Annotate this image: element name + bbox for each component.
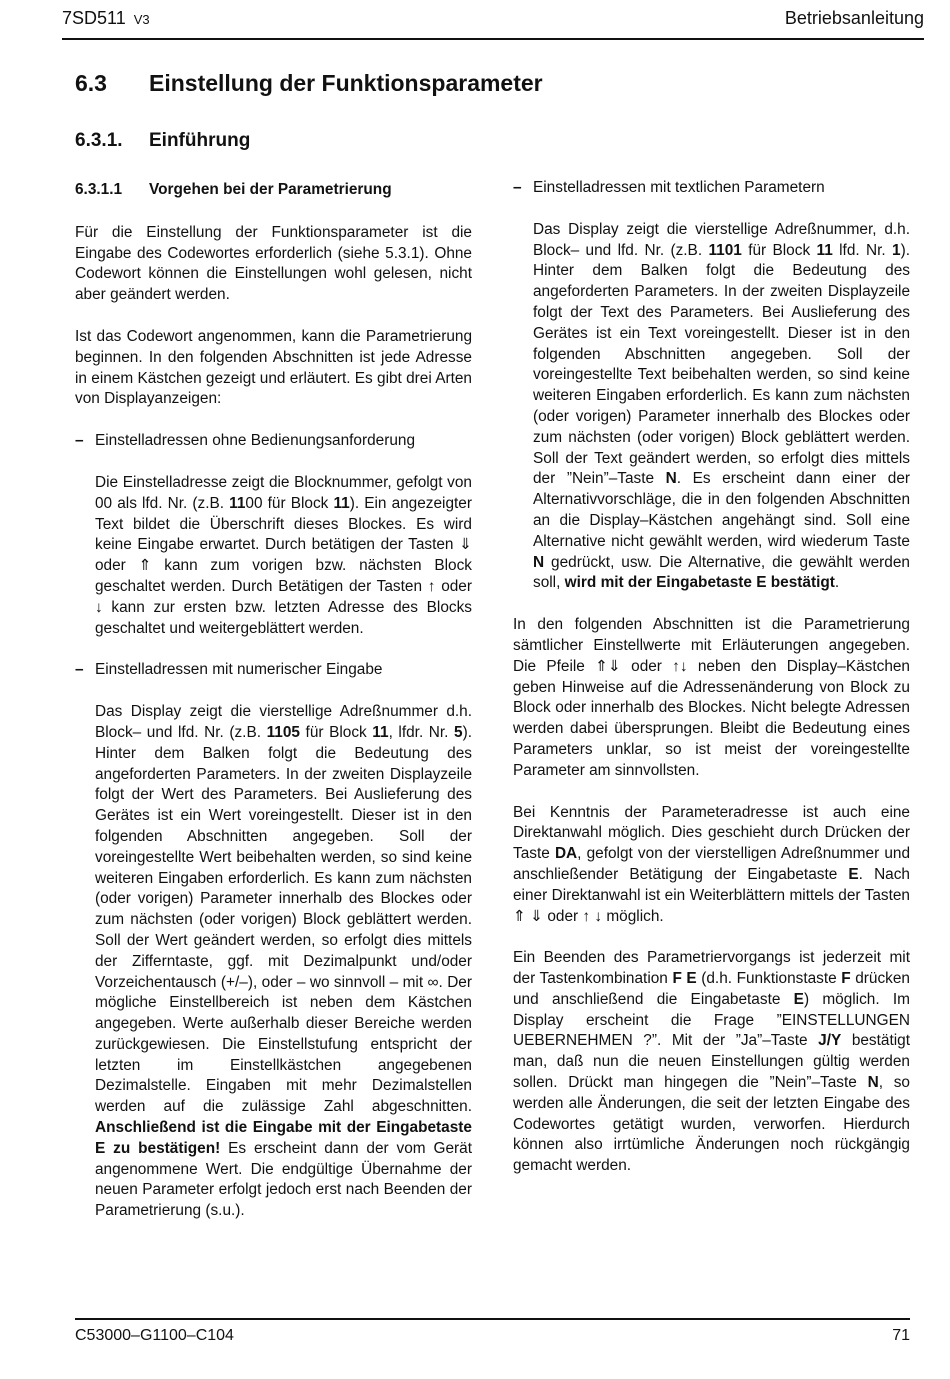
page-number: 71: [892, 1327, 910, 1344]
subsubsection-number: 6.3.1.1: [75, 181, 123, 198]
paragraph-blocknummer: Die Einstelladresse zeigt die Blocknummer, gefolgt von 00 als lfd. Nr. (z.B. 1100 für Block 11). Ein angezeigter Text bildet die Überschrift dieses Blockes. Es wird keine Eingabe erwartet. Durch betätigen der Tasten ⇓ oder ⇑ kann zum vorigen bzw. nächsten Block geschaltet werden. Durch Betätigen der Tasten ↑ oder ↓ kann zur ersten bzw. letzten Adresse des Blocks geschaltet und weitergeblättert werden.: [95, 473, 472, 637]
header-doc-id: [62, 8, 150, 29]
bullet-textliche-parameter: [513, 178, 910, 199]
section-heading: [75, 70, 543, 97]
subsection-title: Einführung: [149, 130, 251, 151]
subsection-heading: [75, 130, 250, 152]
subsection-number: 6.3.1.: [75, 130, 123, 151]
paragraph-beenden: Ein Beenden des Parametriervorgangs ist jederzeit mit der Tastenkombination F E (d.h. Funktionstaste F drücken und anschließend die Eingabetaste E) möglich. Im Display erscheint die Frage ”EINSTELLUNGEN UEBERNEHMEN ?”. Mit der ”Ja”–Taste J/Y bestätigt man, daß nun die neuen Einstellungen gültig werden sollen. Drückt man hingegen die ”Nein”–Taste N, so werden alle Änderungen, die seit der letzten Eingabe des Codewortes getätigt wurden, verworfen. Hierdurch können also irrtümliche Änderungen noch rückgängig gemacht werden.: [513, 949, 910, 1175]
bullet-label: Einstelladressen mit numerischer Eingabe: [95, 661, 383, 679]
right-column: [513, 178, 910, 1198]
subsubsection-title: Vorgehen bei der Parametrierung: [149, 181, 392, 198]
version: V3: [133, 12, 150, 27]
paragraph-pfeile: In den folgenden Abschnitten ist die Parametrierung sämtlicher Einstellwerte mit Erläuterungen angegeben. Die Pfeile ⇑⇓ oder ↑↓ neben den Display–Kästchen geben Hinweise auf die Adressenänderung von Block zu Block oder innerhalb des Blockes. Nicht belegte Adressen werden dabei übersprungen. Bleibt die Bedeutung eines Parameters unklar, so ist meist der voreingestellte Parameter am sinnvollsten.: [513, 616, 910, 779]
bullet-dash: –: [75, 432, 84, 450]
bullet-label: Einstelladressen ohne Bedienungsanforderung: [95, 432, 416, 450]
doc-id: 7SD511: [62, 8, 126, 28]
paragraph-direktanwahl: Bei Kenntnis der Parameteradresse ist auch eine Direktanwahl möglich. Dies geschieht durch Drücken der Taste DA, gefolgt von der vierstelligen Adreßnummer und anschließender Betätigung der Eingabetaste E. Nach einer Direktanwahl ist ein Weiterblättern mittels der Tasten ⇑ ⇓ oder ↑ ↓ möglich.: [513, 803, 911, 925]
bullet-dash: –: [513, 179, 522, 196]
bullet-dash: –: [75, 661, 84, 679]
subsubsection-heading: [75, 180, 472, 201]
header-rule: [62, 38, 924, 40]
bullet-numerische-eingabe: [75, 660, 472, 681]
header-manual-title: Betriebsanleitung: [784, 8, 924, 28]
footer-rule: [75, 1318, 910, 1320]
paragraph-codewort: Für die Einstellung der Funktionsparameter ist die Eingabe des Codewortes erforderlich (siehe 5.3.1). Ohne Codewort können die Einstellungen wohl gelesen, nicht aber geändert werden.: [75, 223, 472, 304]
section-number: 6.3: [75, 70, 107, 96]
footer-order-number: C53000–G1100–C104: [75, 1327, 234, 1344]
paragraph-textlich: Das Display zeigt die vierstellige Adreßnummer, d.h. Block– und lfd. Nr. (z.B. 1101 für Block 11 lfd. Nr. 1). Hinter dem Balken folgt die Bedeutung des angeforderten Parameters. In der zweiten Displayzeile folgt der Text des Parameters. Bei Auslieferung des Gerätes ist ein Text voreingestellt. Dieser ist in den folgenden Abschnitten angegeben. Soll der voreingestellte Text beibehalten werden, so sind keine weiteren Eingaben erforderlich. Es kann zum nächsten (oder vorigen) Parameter innerhalb des Blockes oder zum nächsten (oder vorigen) Block geblättert werden. Soll der Text geändert werden, so erfolgt dies mittels der ”Nein”–Taste N. Es erscheint dann einer der Alternativvorschläge, die in den folgenden Abschnitten an die Display–Kästchen angehängt sind. Soll eine Alternative nicht gewählt werden, wird wiederum Taste N gedrückt, usw. Die Alternative, die gewählt werden soll, wird mit der Eingabetaste E bestätigt.: [533, 220, 910, 592]
paragraph-numerisch: Das Display zeigt die vierstellige Adreßnummer d.h. Block– und lfd. Nr. (z.B. 1105 für Block 11, lfdr. Nr. 5). Hinter dem Balken folgt die Bedeutung des angeforderten Parameters. In der zweiten Displayzeile folgt der Wert des Parameters. Bei Auslieferung des Gerätes ist ein Wert voreingestellt. Dieser ist in den folgenden Abschnitten angegeben. Soll der voreingestellte Wert beibehalten werden, so sind keine weiteren Eingaben erforderlich. Es kann zum nächsten (oder vorigen) Parameter innerhalb des Blockes oder zum nächsten (oder vorigen) Block geblättert werden. Soll der Wert geändert werden, so erfolgt dies mittels der Zifferntaste, ggf. mit Dezimalpunkt und/oder Vorzeichentausch (+/–), oder – wo sinnvoll – mit ∞. Der mögliche Einstellbereich ist neben dem Kästchen angegeben. Werte außerhalb dieser Bereiche werden zurückgewiesen. Die Einstellstufung entspricht der letzten im Einstellkästchen angegebenen Dezimalstelle. Eingaben mit mehr Dezimalstellen werden auf die zulässige Zahl abgeschnitten. Anschließend ist die Eingabe mit der Eingabetaste E zu bestätigen! Es erscheint dann der vom Gerät angenommene Wert. Die endgültige Übernahme der neuen Parameter erfolgt jedoch erst nach Beenden der Parametrierung (s.u.).: [95, 703, 472, 1220]
bullet-label: Einstelladressen mit textlichen Parametern: [533, 179, 825, 196]
left-column: [75, 180, 472, 1243]
bullet-ohne-bedienung: [75, 431, 472, 452]
paragraph-displayanzeigen: Ist das Codewort angenommen, kann die Parametrierung beginnen. In den folgenden Abschnitten ist jede Adresse in einem Kästchen gezeigt und erläutert. Es gibt drei Arten von Displayanzeigen:: [75, 327, 472, 408]
section-title: Einstellung der Funktionsparameter: [149, 70, 543, 96]
